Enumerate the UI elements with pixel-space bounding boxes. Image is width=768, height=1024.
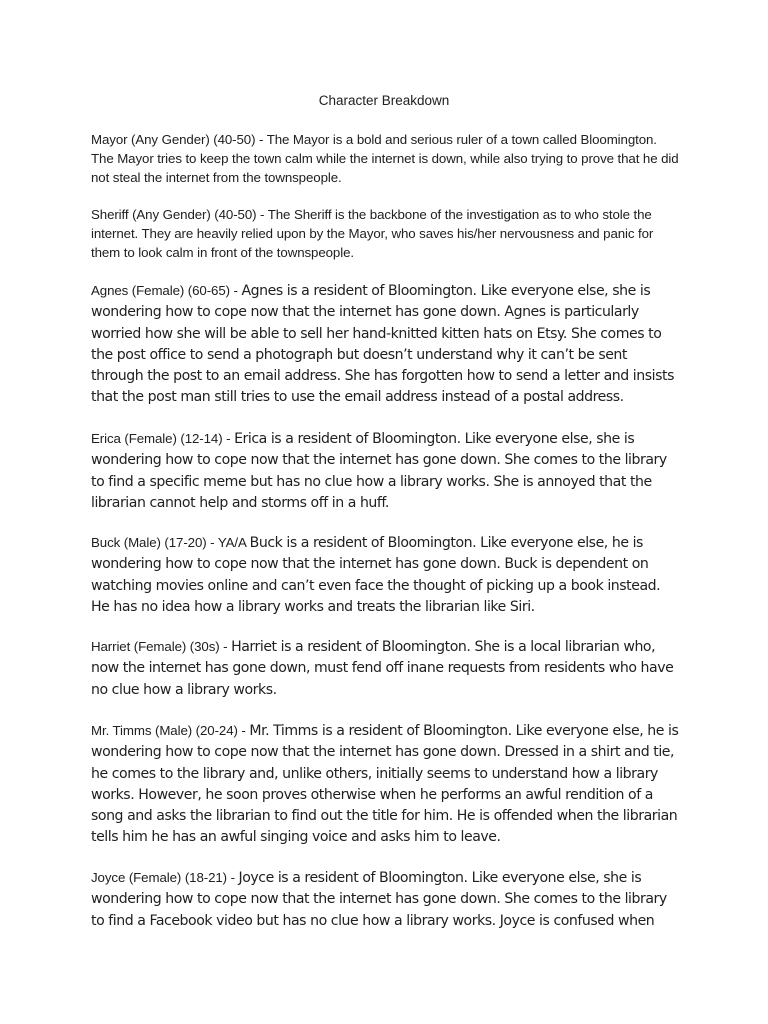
character-entry-joyce — [91, 867, 681, 932]
character-heading: Agnes (Female) (60-65) - — [91, 283, 242, 298]
character-description: Harriet is a resident of Bloomington. She is a local librarian who, now the internet has gone down, must fend off inane requests from residents who have no clue how a library works. — [91, 639, 674, 698]
character-heading: Buck (Male) (17-20) - YA/A — [91, 535, 250, 550]
character-description: Buck is a resident of Bloomington. Like everyone else, he is wondering how to cope now that the internet has gone down. Buck is dependent on watching movies online and can’t even face the thought of picking up a book instead. He has no idea how a library works and treats the librarian like Siri. — [91, 535, 661, 615]
character-heading: Harriet (Female) (30s) - — [91, 639, 232, 654]
character-description: Agnes is a resident of Bloomington. Like everyone else, she is wondering how to cope now that the internet has gone down. Agnes is particularly worried how she will be able to sell her hand-knitted kitten hats on Etsy. She comes to the post office to send a photograph but doesn’t understand why it can’t be sent through the post to an email address. She has forgotten how to send a letter and insists that the post man still tries to use the email address instead of a postal address. — [91, 283, 674, 406]
character-description: Joyce is a resident of Bloomington. Like everyone else, she is wondering how to cope now that the internet has gone down. She comes to the library to find a Facebook video but has no clue how a library works. Joyce is confused when — [91, 870, 667, 929]
character-entry-agnes — [91, 280, 681, 409]
character-description: The Mayor is a bold and serious ruler of a town called Bloomington. The Mayor tries to keep the town calm while the internet is down, while also trying to prove that he did not steal the internet from the townspeople. — [91, 132, 679, 185]
character-description: The Sheriff is the backbone of the investigation as to who stole the internet. They are heavily relied upon by the Mayor, who saves his/her nervousness and panic for them to look calm in front of the townspeople. — [91, 207, 654, 260]
document-title: Character Breakdown — [318, 93, 450, 108]
character-entry-erica — [91, 428, 681, 514]
character-entry-harriet — [91, 636, 681, 701]
character-entry-mayor — [91, 130, 681, 187]
character-description: Mr. Timms is a resident of Bloomington. Like everyone else, he is wondering how to cope now that the internet has gone down. Dressed in a shirt and tie, he comes to the library and, unlike others, initially seems to understand how a library works. However, he soon proves otherwise when he performs an awful rendition of a song and asks the librarian to find out the title for him. He is offended when the librarian tells him he has an awful singing voice and asks him to leave. — [91, 723, 679, 846]
character-heading: Erica (Female) (12-14) - — [91, 431, 235, 446]
character-heading: Joyce (Female) (18-21) - — [91, 870, 239, 885]
character-heading: Mr. Timms (Male) (20-24) - — [91, 723, 250, 738]
character-entry-sheriff — [91, 205, 681, 262]
character-entry-mr-timms — [91, 720, 681, 849]
character-description: Erica is a resident of Bloomington. Like everyone else, she is wondering how to cope now that the internet has gone down. She comes to the library to find a specific meme but has no clue how a library works. She is annoyed that the librarian cannot help and storms off in a huff. — [91, 431, 667, 511]
character-heading: Sheriff (Any Gender) (40-50) - — [91, 207, 268, 222]
character-entry-buck — [91, 532, 681, 618]
character-heading: Mayor (Any Gender) (40-50) - — [91, 132, 267, 147]
